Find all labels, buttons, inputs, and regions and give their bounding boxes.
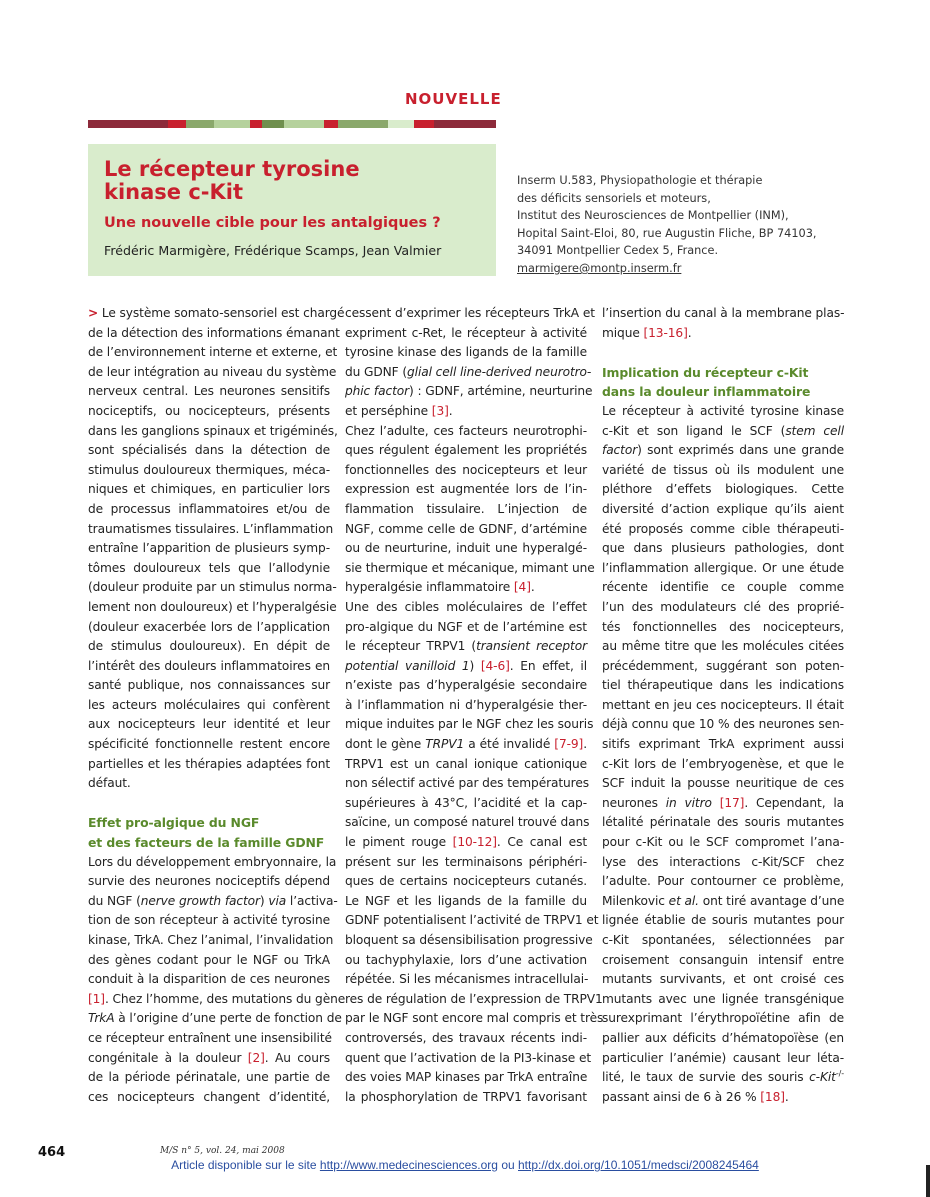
reference-link[interactable]: [17] xyxy=(719,795,745,810)
header-color-bar xyxy=(88,120,496,128)
color-bar-segment xyxy=(214,120,250,128)
affiliation-line: 34091 Montpellier Cedex 5, France. xyxy=(517,244,719,258)
affiliation-line: des déficits sensoriels et moteurs, xyxy=(517,191,711,205)
availability-text: Article disponible sur le site xyxy=(171,1158,320,1172)
corner-mark xyxy=(926,1165,930,1197)
section-label: NOUVELLE xyxy=(405,90,502,108)
article-authors: Frédéric Marmigère, Frédérique Scamps, Jean Valmier xyxy=(104,243,442,258)
page-number: 464 xyxy=(38,1145,66,1160)
affiliation xyxy=(517,172,837,278)
color-bar-segment xyxy=(168,120,186,128)
body-column-2 xyxy=(345,304,604,1107)
reference-link[interactable]: [4-6] xyxy=(480,658,510,673)
color-bar-segment xyxy=(414,120,434,128)
affiliation-line: Inserm U.583, Physiopathologie et thérapie xyxy=(517,174,763,187)
paragraph: Une des cibles moléculaires de l’effet pro-algique du NGF et de l’artémine est le récepteur TRPV1 (transient receptor potential vanilloid 1) [4-6]. En effet, il n’existe pas d’hyperalgésie secondaire à l’inflammation ni d’hyperalgésie ther- mique induites par le NGF chez les souris dont le gène TRPV1 a été invalidé [7-9]. TRPV1 est un canal ionique cationique non sélectif activé par des températures supérieures à 43°C, l’acidité et la cap- saïcine, un composé naturel trouvé dans le piment rouge [10-12]. Ce canal est présent sur les terminaisons périphéri- ques de certains nocicepteurs cutanés. Le NGF et les ligands de la famille du GDNF potentialisent l’activité de TRPV1 et bloquent sa désensibilisation progressive ou tachyphylaxie, lors d’une activation répétée. Si les mécanismes intracellulai- res de régulation de l’expression de TRPV1 par le NGF sont encore mal compris et très controversés, des travaux récents indi- quent que l’activation de la PI3-kinase et des voies MAP kinases par TrkA entraîne la phosphorylation de TRPV1 favorisant xyxy=(345,599,604,1104)
doi-link[interactable]: http://dx.doi.org/10.1051/medsci/2008245464 xyxy=(518,1158,759,1172)
article-title xyxy=(104,158,484,204)
paragraph: Chez l’adulte, ces facteurs neurotrophi- ques régulent également les propriétés fonctionnelles des nocicepteurs et leur expression est augmentée lors de l’in- flammation tissulaire. L’injection de NGF, comme celle de GDNF, d’artémine ou de neurturine, induit une hyperalgé- sie thermique et mécanique, mimant une hyperalgésie inflammatoire [4]. xyxy=(345,423,595,595)
paragraph-start-marker: > xyxy=(88,306,99,320)
title-line-1: Le récepteur tyrosine xyxy=(104,157,360,181)
title-line-2: kinase c-Kit xyxy=(104,180,244,204)
color-bar-segment xyxy=(324,120,338,128)
color-bar-segment xyxy=(250,120,262,128)
medecinesciences-link[interactable]: http://www.medecinesciences.org xyxy=(319,1158,498,1172)
color-bar-segment xyxy=(434,120,496,128)
paragraph: cessent d’exprimer les récepteurs TrkA et expriment c-Ret, le récepteur à activité tyrosine kinase des ligands de la famille du GDNF (glial cell line-derived neurotro- phic factor) : GDNF, artémine, neurturine et perséphine [3]. xyxy=(345,306,595,418)
section-heading: Effet pro-algique du NGF et des facteurs de la famille GDNF xyxy=(88,815,325,851)
reference-link[interactable]: [4] xyxy=(513,580,531,595)
reference-link[interactable]: [18] xyxy=(760,1089,785,1104)
color-bar-segment xyxy=(88,120,168,128)
paragraph: Le récepteur à activité tyrosine kinase c-Kit et son ligand le SCF (stem cell factor) sont exprimés dans une grande variété de tissus où ils modulent une pléthore d’effets biologiques. Cette diversité d’action explique qu’ils aient été proposés comme cible thérapeuti- que dans plusieurs pathologies, dont l’inflammation allergique. Or une étude récente identifie ce couple comme l’un des modulateurs clé des proprié- tés fonctionnelles des nocicepteurs, au même titre que les molécules citées précédemment, suggérant son poten- tiel thérapeutique dans les indications mettant en jeu ces nocicepteurs. Il était déjà connu que 10 % des neurones sen- sitifs exprimant TrkA expriment aussi c-Kit lors de l’embryogenèse, et que le SCF induit la pousse neuritique de ces neurones in vitro [17]. Cependant, la létalité périnatale des souris mutantes pour c-Kit ou le SCF compromet l’ana- lyse des interactions c-Kit/SCF chez l’adulte. Pour contourner ce problème, Milenkovic et al. ont tiré avantage d’une lignée établie de souris mutantes pour c-Kit spontanées, sélectionnées par croisement consanguin intensif entre mutants survivants, et ont croisé ces mutants avec une lignée transgénique surexprimant l’érythropoïétine afin de pallier aux déficits d’hématopoïèse (en particulier l’anémie) causant leur léta- lité, le taux de survie des souris c-Kit-/- passant ainsi de 6 à 26 % [18]. xyxy=(602,403,845,1104)
availability-text: ou xyxy=(497,1158,518,1172)
section-heading: Implication du récepteur c-Kit dans la douleur inflammatoire xyxy=(602,364,811,400)
color-bar-segment xyxy=(338,120,388,128)
journal-reference: M/S n° 5, vol. 24, mai 2008 xyxy=(160,1146,285,1156)
reference-link[interactable]: [10-12] xyxy=(452,835,497,850)
article-availability xyxy=(0,1158,930,1172)
affiliation-line: Institut des Neurosciences de Montpellier (INM), xyxy=(517,209,789,223)
reference-link[interactable]: [7-9] xyxy=(554,737,584,752)
color-bar-segment xyxy=(388,120,414,128)
reference-link[interactable]: [1] xyxy=(88,991,105,1006)
article-subtitle: Une nouvelle cible pour les antalgiques ? xyxy=(104,215,441,231)
paragraph: Lors du développement embryonnaire, la survie des neurones nociceptifs dépend du NGF (nerve growth factor) via l’activa- tion de son récepteur à activité tyrosine kinase, TrkA. Chez l’animal, l’invalidation des gènes codant pour le NGF ou TrkA conduit à la disparition de ces neurones [1]. Chez l’homme, des mutations du gène TrkA à l’origine d’une perte de fonction de ce récepteur entraînent une insensibilité congénitale à la douleur [2]. Au cours de la période périnatale, une partie de ces nocicepteurs changent d’identité, xyxy=(88,854,346,1104)
reference-link[interactable]: [2] xyxy=(247,1050,265,1065)
paragraph: > Le système somato-sensoriel est chargé de la détection des informations émanant de l’environnement interne et externe, et de leur intégration au niveau du système nerveux central. Les neurones sensitifs nociceptifs, ou nocicepteurs, présents dans les ganglions spinaux et trigéminés, sont spécialisés dans la détection de stimulus douloureux thermiques, méca- niques et chimiques, en particulier lors de processus inflammatoires et/ou de traumatismes tissulaires. L’inflammation entraîne l’apparition de plusieurs symp- tômes douloureux tels que l’allodynie (douleur produite par un stimulus norma- lement non douloureux) et l’hyperalgésie (douleur exacerbée lors de l’application de stimulus douloureux). En dépit de l’intérêt des douleurs inflammatoires en santé publique, nos connaissances sur les acteurs moléculaires qui confèrent aux nocicepteurs leur identité et leur spécificité fonctionnelle restent encore partielles et les thérapies adaptées font défaut. xyxy=(88,306,345,791)
color-bar-segment xyxy=(284,120,324,128)
body-column-1 xyxy=(88,304,346,1107)
paragraph: l’insertion du canal à la membrane plas- mique [13-16]. xyxy=(602,306,845,340)
color-bar-segment xyxy=(262,120,284,128)
affiliation-line: Hopital Saint-Eloi, 80, rue Augustin Fliche, BP 74103, xyxy=(517,226,817,240)
reference-link[interactable]: [13-16] xyxy=(643,325,688,340)
body-column-3 xyxy=(602,304,844,1107)
email-link[interactable]: marmigere@montp.inserm.fr xyxy=(517,261,682,275)
color-bar-segment xyxy=(186,120,214,128)
reference-link[interactable]: [3] xyxy=(431,403,449,418)
